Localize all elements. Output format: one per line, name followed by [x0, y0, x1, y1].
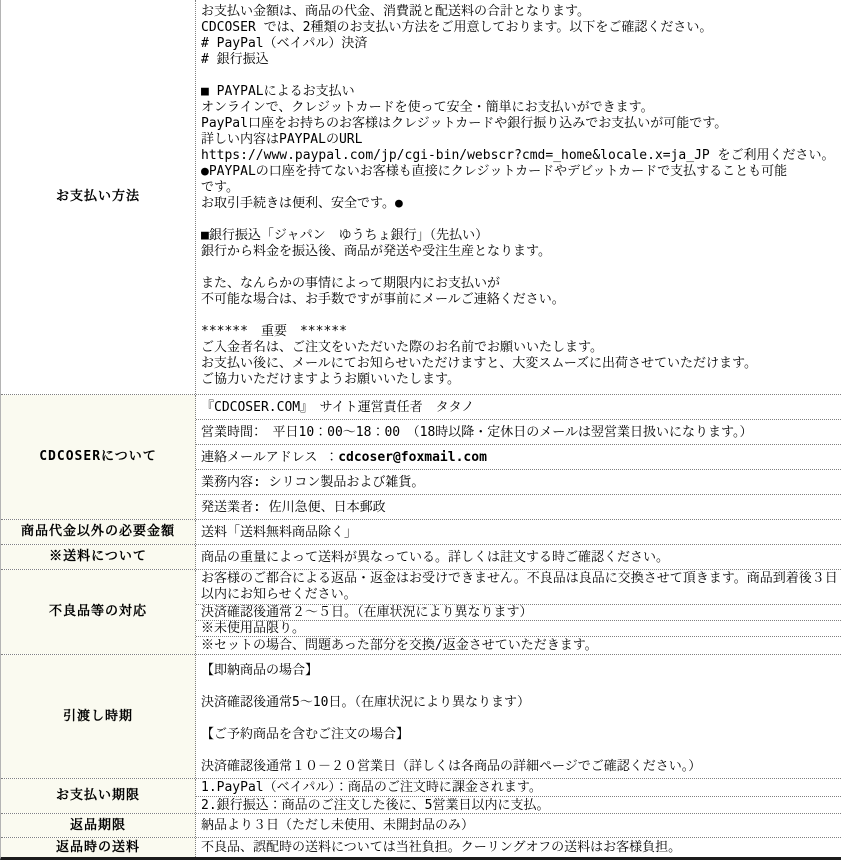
text-line: お取引手続きは便利、安全です。●	[201, 196, 403, 211]
deadline-paypal: 1.PayPal（ベイパル）：商品のご注文時に課金されます。	[201, 780, 542, 795]
text-line: 決済確認後通常１０－２０営業日（詳しくは各商品の詳細ページでご確認ください。）	[201, 759, 702, 774]
text-line: PayPal口座をお持ちのお客様はクレジットカードや銀行振り込みでお支払いが可能です。	[201, 116, 728, 131]
text-line: ■銀行振込「ジャパン ゆうちょ銀行」（先払い）	[201, 228, 489, 243]
return-shipping-content: 不良品、誤配時の送料については当社負担。クーリングオフの送料はお客様負担。	[201, 840, 682, 855]
about-contact-email-row	[196, 444, 841, 469]
defective-set-policy: ※セットの場合、問題あった部分を交換/返金させていただきます。	[196, 636, 841, 654]
about-shop-content	[196, 395, 841, 519]
row-about-shop	[1, 394, 841, 519]
deadline-bank-transfer: 2.銀行振込：商品のご注文した後に、5営業日以内に支払。	[196, 796, 841, 814]
row-shipping-note	[1, 544, 841, 569]
row-return-shipping	[1, 837, 841, 857]
text-line: 不可能な場合は、お手数ですが事前にメールご連絡ください。	[201, 292, 565, 307]
text-line	[201, 212, 841, 228]
row-payment-method	[1, 0, 841, 394]
text-line	[201, 679, 841, 695]
text-line: ご入金者名は、ご注文をいただいた際のお名前でお願いいたします。	[201, 340, 603, 355]
text-line: です。	[201, 180, 239, 195]
text-line: ****** 重要 ******	[201, 324, 347, 339]
text-line: 詳しい内容はPAYPALのURL	[201, 132, 363, 147]
defective-items-content	[196, 570, 841, 654]
text-line	[201, 260, 841, 276]
row-payment-deadline	[1, 778, 841, 813]
text-line: ご協力いただけますようお願いいたします。	[201, 372, 460, 387]
about-site-operator: 『CDCOSER.COM』 サイト運営責任者 タタノ	[201, 399, 475, 415]
defective-return-policy: お客様のご都合による返品・返金はお受けできません。不良品は良品に交換させて頂きます。商品到着後３日以内にお知らせください。	[201, 571, 838, 602]
text-line: お支払い金額は、商品の代金、消費説と配送料の合計となります。	[201, 4, 590, 19]
shipping-note-content: 商品の重量によって送料が異なっている。詳しくは註文する時ご確認ください。	[201, 549, 670, 565]
text-line: お支払い後に、メールにてお知らせいただけますと、大変スムーズに出荷させていただけます。	[201, 356, 758, 371]
text-line: ●PAYPALの口座を持てないお客様も直接にクレジットカードやデビットカードで支払することも可能	[201, 164, 788, 179]
defective-unused-only: ※未使用品限り。	[196, 620, 841, 636]
return-shipping-label: 返品時の送料	[1, 838, 196, 857]
delivery-time-label: 引渡し時期	[1, 655, 196, 778]
delivery-time-content	[196, 655, 841, 778]
text-line: 【ご予約商品を含むご注文の場合】	[201, 727, 410, 742]
payment-method-label: お支払い方法	[1, 0, 196, 394]
defective-items-label: 不良品等の対応	[1, 570, 196, 654]
text-line: CDCOSER では、2種類のお支払い方法をご用意しております。以下をご確認ください。	[201, 20, 713, 35]
about-business-hours: 営業時間： 平日10：00～18：00 （18時以降・定休日のメールは翌営業日扱いになります。）	[196, 419, 841, 444]
text-line: ■ PAYPALによるお支払い	[201, 84, 355, 99]
text-line: 決済確認後通常5～10日。（在庫状況により異なります）	[201, 695, 530, 710]
about-business-description: 業務内容: シリコン製品および雑貨。	[196, 469, 841, 494]
row-defective-items	[1, 569, 841, 654]
text-line: # PayPal（ベイパル）決済	[201, 36, 368, 51]
text-line: 【即納商品の場合】	[201, 663, 319, 678]
text-line: https://www.paypal.com/jp/cgi-bin/webscr?cmd=_home&locale.x=ja_JP をご利用ください。	[201, 148, 835, 163]
row-delivery-time	[1, 654, 841, 778]
text-line: また、なんらかの事情によって期限内にお支払いが	[201, 276, 501, 291]
text-line: オンラインで、クレジットカードを使って安全・簡単にお支払いができます。	[201, 100, 654, 115]
text-line: 銀行から料金を振込後、商品が発送や受注生産となります。	[201, 244, 551, 259]
shipping-note-label: ※送料について	[1, 545, 196, 569]
row-extra-fees	[1, 519, 841, 544]
row-return-deadline	[1, 813, 841, 837]
text-line	[201, 743, 841, 759]
payment-method-content	[196, 0, 841, 394]
payment-deadline-content	[196, 779, 841, 813]
contact-email-address: cdcoser@foxmail.com	[338, 449, 487, 465]
text-line	[201, 308, 841, 324]
payment-method-text	[196, 0, 841, 388]
return-deadline-content: 納品より３日（ただし未使用、未開封品のみ）	[201, 818, 475, 833]
contact-email-prefix: 連絡メールアドレス ：	[201, 449, 339, 465]
text-line	[201, 68, 841, 84]
defective-exchange-time: 決済確認後通常２～５日。（在庫状況により異なります）	[196, 604, 841, 620]
delivery-time-text	[196, 655, 841, 775]
about-shop-label: CDCOSERについて	[1, 395, 196, 519]
text-line: # 銀行振込	[201, 52, 269, 67]
payment-deadline-label: お支払い期限	[1, 779, 196, 813]
extra-fees-label: 商品代金以外の必要金額	[1, 520, 196, 544]
text-line	[201, 711, 841, 727]
extra-fees-content: 送料「送料無料商品除く」	[201, 524, 358, 540]
about-shipping-carriers: 発送業者: 佐川急便、日本郵政	[196, 494, 841, 519]
return-deadline-label: 返品期限	[1, 814, 196, 837]
